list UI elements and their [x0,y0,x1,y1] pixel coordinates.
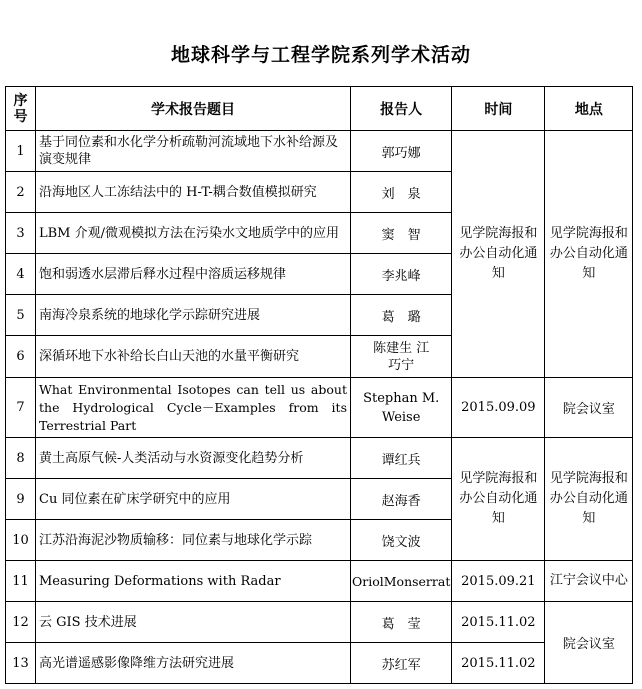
header-speaker: 报告人 [351,87,452,131]
row-topic: 云 GIS 技术进展 [36,602,351,643]
row-speaker: 葛 莹 [351,602,452,643]
row-time: 见学院海报和办公自动化通知 [452,438,545,561]
table-row [6,602,633,643]
row-topic: 深循环地下水补给长白山天池的水量平衡研究 [36,336,351,378]
row-speaker: 窦 智 [351,213,452,254]
row-speaker: 葛 璐 [351,295,452,336]
row-num: 7 [6,378,36,438]
row-speaker: 苏红军 [351,643,452,684]
row-num: 8 [6,438,36,479]
row-topic: Measuring Deformations with Radar [36,561,351,602]
row-topic: What Environmental Isotopes can tell us about the Hydrological Cycle－Examples from its Terrestrial Part [36,378,351,438]
row-num: 3 [6,213,36,254]
row-place: 见学院海报和办公自动化通知 [545,438,633,561]
row-place: 江宁会议中心 [545,561,633,602]
row-time: 2015.09.09 [452,378,545,438]
row-num: 12 [6,602,36,643]
row-topic: 沿海地区人工冻结法中的 H-T-耦合数值模拟研究 [36,172,351,213]
table-row [6,131,633,172]
row-speaker: 刘 泉 [351,172,452,213]
row-num: 5 [6,295,36,336]
page-title: 地球科学与工程学院系列学术活动 [170,44,471,66]
row-speaker: 李兆峰 [351,254,452,295]
row-time: 见学院海报和办公自动化通知 [452,131,545,378]
header-topic: 学术报告题目 [36,87,351,131]
row-topic: 饱和弱透水层滞后释水过程中溶质运移规律 [36,254,351,295]
row-place: 见学院海报和办公自动化通知 [545,131,633,378]
table-row [6,561,633,602]
row-num: 10 [6,520,36,561]
table-header-row [6,87,633,131]
table-row [6,438,633,479]
row-topic: LBM 介观/微观模拟方法在污染水文地质学中的应用 [36,213,351,254]
row-time: 2015.11.02 [452,602,545,643]
row-topic: 高光谱遥感影像降维方法研究进展 [36,643,351,684]
row-num: 13 [6,643,36,684]
header-place: 地点 [545,87,633,131]
row-place: 院会议室 [545,602,633,684]
row-num: 4 [6,254,36,295]
row-num: 9 [6,479,36,520]
row-topic: 黄土高原气候-人类活动与水资源变化趋势分析 [36,438,351,479]
row-num: 11 [6,561,36,602]
header-time: 时间 [452,87,545,131]
row-topic: Cu 同位素在矿床学研究中的应用 [36,479,351,520]
row-topic: 基于同位素和水化学分析疏勒河流域地下水补给源及演变规律 [36,131,351,172]
row-speaker: 饶文波 [351,520,452,561]
row-speaker: OriolMonserrat [351,561,452,602]
row-speaker: 赵海香 [351,479,452,520]
table-row [6,378,633,438]
row-speaker: Stephan M. Weise [351,378,452,438]
row-topic: 南海冷泉系统的地球化学示踪研究进展 [36,295,351,336]
row-place: 院会议室 [545,378,633,438]
header-num: 序号 [6,87,36,131]
activity-table [5,86,633,684]
row-speaker: 郭巧娜 [351,131,452,172]
row-speaker: 陈建生 江巧宁 [351,336,452,378]
row-time: 2015.09.21 [452,561,545,602]
row-num: 2 [6,172,36,213]
table-row [6,643,633,684]
row-speaker: 谭红兵 [351,438,452,479]
row-num: 6 [6,336,36,378]
row-topic: 江苏沿海泥沙物质输移：同位素与地球化学示踪 [36,520,351,561]
row-time: 2015.11.02 [452,643,545,684]
row-num: 1 [6,131,36,172]
